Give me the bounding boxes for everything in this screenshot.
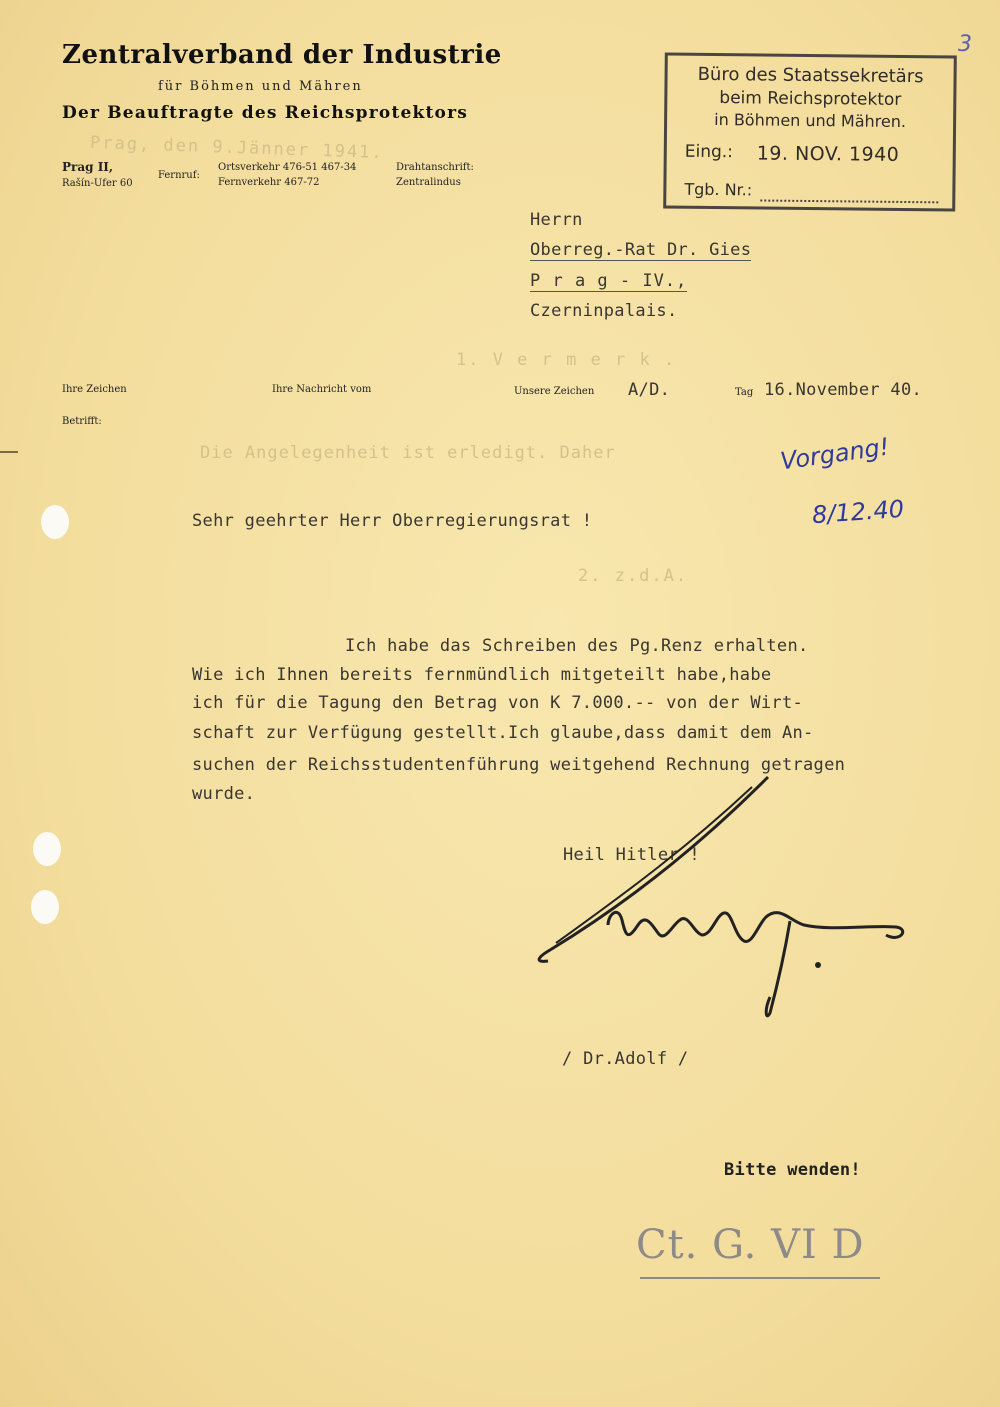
field-betrifft: Betrifft: <box>62 416 102 427</box>
letterhead-title: Zentralverband der Industrie <box>62 40 502 70</box>
stamp-eing-label: Eing.: <box>684 141 734 163</box>
recipient-city: P r a g - IV., <box>530 271 688 291</box>
recipient-building: Czerninpalais. <box>530 301 678 321</box>
unsere-zeichen-value: A/D. <box>628 380 671 400</box>
field-unsere-zeichen: Unsere Zeichen <box>514 386 595 397</box>
letter-closing: Heil Hitler ! <box>563 845 700 865</box>
letter-line: wurde. <box>192 784 256 804</box>
stamp-dotted-line <box>760 199 938 203</box>
punch-hole <box>41 505 69 539</box>
signature <box>490 775 910 1025</box>
stamp-date: 19. NOV. 1940 <box>756 142 900 166</box>
letter-line: ich für die Tagung den Betrag von K 7.000.-- von der Wirt- <box>192 693 804 713</box>
pencil-underline <box>640 1277 880 1279</box>
faint-erledigt: Die Angelegenheit ist erledigt. Daher <box>200 443 616 463</box>
stamp-line1: Büro des Staatssekretärs <box>697 63 924 88</box>
address-line1: Prag II, <box>62 160 114 174</box>
page-number: 3 <box>958 32 972 57</box>
field-tag-label: Tag <box>735 387 754 398</box>
fernruf-numbers <box>218 160 356 190</box>
letterhead-commissioner: Der Beauftragte des Reichsprotektors <box>62 103 469 123</box>
faint-zda: 2. z.d.A. <box>578 566 689 586</box>
receipt-stamp <box>663 52 957 211</box>
fernruf-long: Fernverkehr 467-72 <box>218 177 320 188</box>
address-line2: Rašín-Ufer 60 <box>62 178 133 189</box>
letterhead-address <box>62 160 133 191</box>
fold-mark <box>0 451 18 453</box>
faint-date-note: Prag, den 9.Jänner 1941. <box>89 132 384 164</box>
draht-label: Drahtanschrift: <box>396 162 474 173</box>
punch-hole <box>33 832 61 866</box>
recipient-salutation: Herrn <box>530 210 583 230</box>
stamp-tgb-label: Tgb. Nr.: <box>684 179 753 200</box>
punch-hole <box>31 890 59 924</box>
field-ihre-nachricht: Ihre Nachricht vom <box>272 384 372 395</box>
letter-line: Ich habe das Schreiben des Pg.Renz erhalten. <box>345 636 809 656</box>
pencil-filing-note: Ct. G. VI D <box>636 1222 865 1268</box>
recipient-name: Oberreg.-Rat Dr. Gies <box>530 240 752 260</box>
letterhead-subtitle: für Böhmen und Mähren <box>158 79 363 94</box>
handwritten-vorgang: Vorgang! <box>778 432 891 476</box>
fernruf-local: Ortsverkehr 476-51 467-34 <box>218 162 357 173</box>
stamp-line2: beim Reichsprotektor <box>719 88 902 110</box>
letter-signatory: / Dr.Adolf / <box>562 1049 689 1069</box>
please-turn-over: Bitte wenden! <box>724 1160 861 1180</box>
handwritten-date-initial: 8/12.40 <box>811 494 905 530</box>
letter-line: suchen der Reichsstudentenführung weitgehend Rechnung getragen <box>192 755 846 775</box>
draht-value: Zentralindus <box>396 177 461 188</box>
telegram-address <box>396 160 474 190</box>
fernruf-label: Fernruf: <box>158 170 200 181</box>
field-ihre-zeichen: Ihre Zeichen <box>62 384 127 395</box>
tag-value: 16.November 40. <box>764 380 923 400</box>
stamp-line3: in Böhmen und Mähren. <box>714 109 907 132</box>
letter-line: Wie ich Ihnen bereits fernmündlich mitgeteilt habe,habe <box>192 665 772 685</box>
letter-greeting: Sehr geehrter Herr Oberregierungsrat ! <box>192 511 593 531</box>
letter-line: schaft zur Verfügung gestellt.Ich glaube,dass damit dem An- <box>192 723 814 743</box>
faint-vermerk: 1. V e r m e r k . <box>456 350 677 370</box>
